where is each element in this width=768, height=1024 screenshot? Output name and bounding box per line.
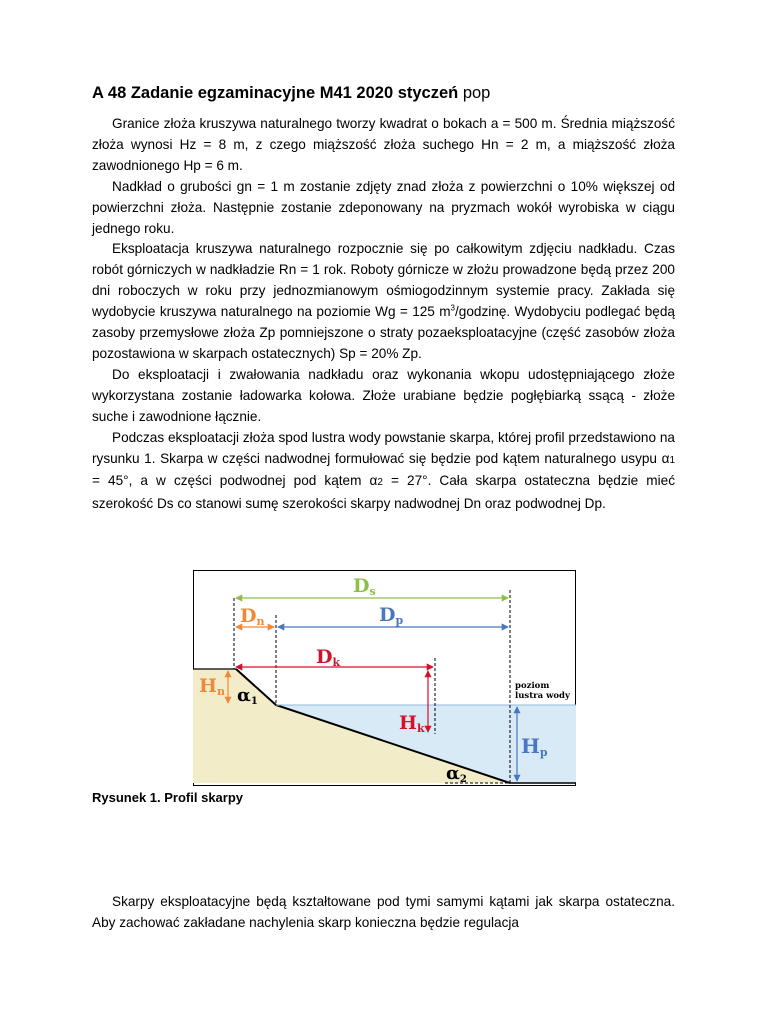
label-hk: Hk bbox=[399, 712, 425, 735]
paragraph-5-text-c: = 27°. Cała skarpa ostateczna będzie mieć szerokość Ds co stanowi sumę szerokości skarpy nadwodnej Dn oraz podwodnej Dp. bbox=[92, 473, 675, 512]
water-level-label-1: poziom bbox=[515, 681, 550, 691]
label-alpha-1: α1 bbox=[237, 685, 258, 707]
label-ds: Ds bbox=[353, 575, 376, 598]
paragraph-4: Do eksploatacji i zwałowania nadkładu oraz wykonania wkopu udostępniającego złoże wykorzystana zostanie ładowarka kołowa. Złoże urabiane będzie pogłębiarką ssącą - złoże suche i zawodnione łącznie. bbox=[92, 366, 675, 424]
label-dn: Dn bbox=[240, 605, 265, 628]
paragraph-3-text-a: Eksploatacja kruszywa naturalnego rozpocznie się po całkowitym zdjęciu nadkładu. Czas robót górniczych w nadkładzie Rn = 1 rok. Roboty górnicze w złożu prowadzone będą przez 200 dni roboczych w roku przy jednozmianowym ośmiogodzinnym systemie pracy. Zakłada się wydobycie kruszywa naturalnego na poziomie Wg = 125 m bbox=[92, 241, 675, 320]
paragraph-1: Granice złoża kruszywa naturalnego tworzy kwadrat o bokach a = 500 m. Średnia miąższość złoża wynosi Hz = 8 m, z czego miąższość złoża suchego Hn = 2 m, a miąższość złoża zawodnionego Hp = 6 m. bbox=[92, 116, 675, 173]
paragraph-5 bbox=[92, 428, 675, 516]
figure-caption: Rysunek 1. Profil skarpy bbox=[92, 790, 244, 805]
continuation-text bbox=[92, 892, 675, 934]
task-description bbox=[92, 114, 675, 515]
page-title bbox=[92, 82, 692, 104]
title-suffix: pop bbox=[458, 84, 491, 102]
label-dk: Dk bbox=[316, 646, 341, 669]
paragraph-3 bbox=[92, 239, 675, 364]
label-alpha-2: α2 bbox=[446, 763, 467, 785]
paragraph-5-subscript-2: 2 bbox=[377, 477, 383, 489]
paragraph-5-subscript-1: 1 bbox=[669, 454, 675, 466]
label-hn: Hn bbox=[199, 675, 225, 698]
paragraph-2: Nadkład o grubości gn = 1 m zostanie zdjęty znad złoża z powierzchni o 10% większej od powierzchni złoża. Następnie zostanie zdeponowany na pryzmach wokół wyrobiska w ciągu jednego roku. bbox=[92, 178, 675, 236]
label-dp: Dp bbox=[379, 604, 404, 627]
title-main: A 48 Zadanie egzaminacyjne M41 2020 styczeń bbox=[92, 84, 459, 102]
slope-profile-figure bbox=[193, 570, 576, 786]
paragraph-3-superscript: 3 bbox=[450, 303, 455, 313]
paragraph-6: Skarpy eksploatacyjne będą kształtowane pod tymi samymi kątami jak skarpa ostateczna. Aby zachować zakładane nachylenia skarp konieczna będzie regulacja bbox=[92, 894, 675, 930]
water-level-label-2: lustra wody bbox=[515, 691, 570, 701]
paragraph-3-text-b: /godzinę. Wydobyciu podlegać będą zasoby przemysłowe złoża Zp pomniejszone o straty pozaeksploatacyjne (część zasobów złoża pozostawiona w skarpach ostatecznych) Sp = 20% Zp. bbox=[92, 304, 675, 361]
paragraph-5-text-b: = 45°, a w części podwodnej pod kątem α bbox=[92, 473, 378, 489]
paragraph-5-text-a: Podczas eksploatacji złoża spod lustra wody powstanie skarpa, której profil przedstawiono na rysunku 1. Skarpa w części nadwodnej formułować się będzie pod kątem naturalnego usypu α bbox=[92, 429, 675, 466]
label-hp: Hp bbox=[521, 734, 548, 759]
